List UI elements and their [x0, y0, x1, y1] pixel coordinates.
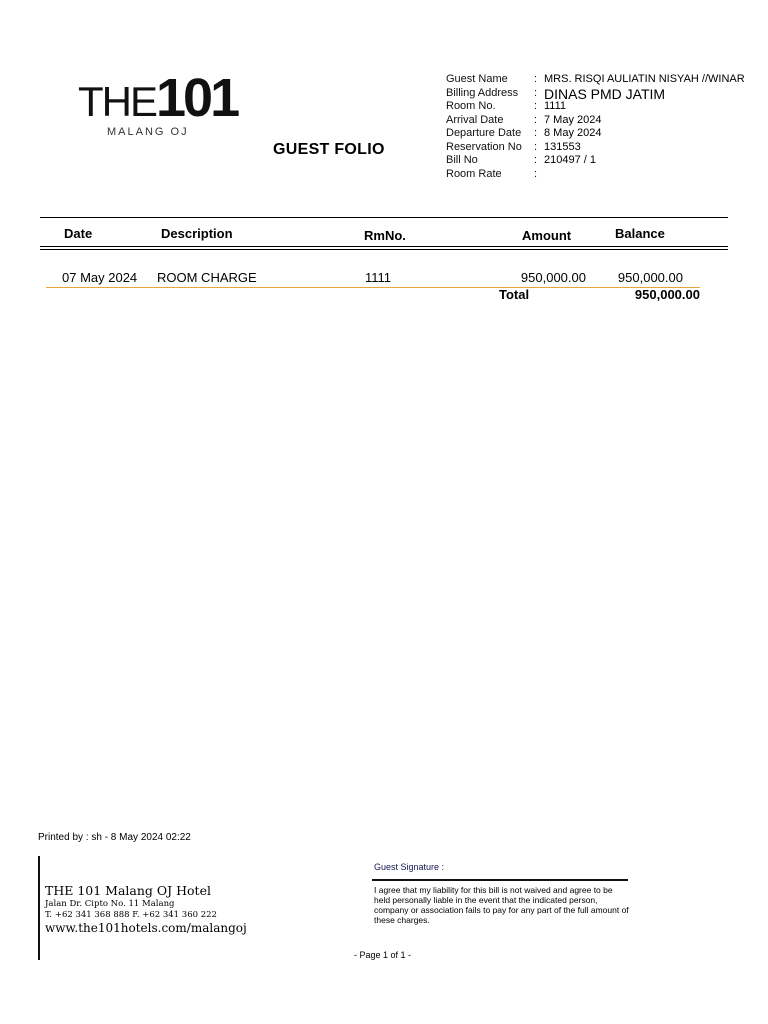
room-rate-value — [544, 168, 764, 182]
guest-name-row — [446, 73, 764, 87]
hotel-phone: T. +62 341 368 888 F. +62 341 360 222 — [45, 910, 217, 920]
info-label: Room No. — [446, 100, 496, 112]
departure-date-row — [446, 127, 764, 141]
header-description: Description — [161, 226, 233, 241]
info-label: Bill No — [446, 154, 478, 166]
table-top-rule — [40, 217, 728, 218]
info-label: Departure Date — [446, 127, 522, 139]
room-no-row — [446, 100, 764, 114]
guest-name-value: MRS. RISQI AULIATIN NISYAH //WINAR — [544, 73, 745, 85]
info-separator: : — [534, 86, 538, 99]
info-separator: : — [534, 167, 538, 180]
guest-info — [446, 73, 764, 181]
info-label: Reservation No — [446, 140, 522, 153]
table-header-rule-double — [40, 249, 728, 250]
info-label: Billing Address — [446, 86, 519, 99]
total-value: 950,000.00 — [634, 287, 700, 302]
footer-divider — [38, 856, 40, 960]
info-label: Room Rate — [446, 167, 502, 180]
room-no-value: 1111 — [544, 100, 567, 112]
header-amount: Amount — [522, 228, 572, 243]
hotel-address: Jalan Dr. Cipto No. 11 Malang — [45, 899, 175, 909]
info-separator: : — [534, 73, 538, 85]
row-date: 07 May 2024 — [62, 270, 138, 285]
bill-no-value: 210497 / 1 — [544, 154, 596, 166]
info-separator: : — [534, 154, 538, 166]
header-room: RmNo. — [364, 228, 406, 243]
row-description: ROOM CHARGE — [157, 270, 257, 285]
info-separator: : — [534, 100, 538, 112]
header-date: Date — [64, 226, 93, 241]
page-number: - Page 1 of 1 - — [354, 950, 412, 960]
row-balance: 950,000.00 — [617, 270, 683, 285]
header-balance: Balance — [615, 226, 665, 241]
liability-disclaimer: I agree that my liability for this bill is not waived and agree to be held personally liable in the event that the indicated person, company or association fails to pay for any part of the full amount of these charges. — [374, 885, 629, 925]
info-separator: : — [534, 113, 538, 126]
signature-line — [372, 879, 628, 881]
info-label: Guest Name — [446, 73, 508, 85]
row-room: 1111 — [365, 270, 392, 285]
reservation-no-value: 131553 — [544, 140, 581, 153]
printed-by: Printed by : sh - 8 May 2024 02:22 — [38, 832, 191, 843]
hotel-logo — [78, 70, 237, 130]
logo-subtitle: MALANG OJ — [107, 126, 189, 138]
billing-address-value: DINAS PMD JATIM — [544, 86, 666, 100]
departure-date-value: 8 May 2024 — [544, 127, 602, 139]
hotel-website: www.the101hotels.com/malangoj — [45, 921, 247, 935]
logo-number: 101 — [156, 68, 238, 128]
hotel-contact — [45, 899, 217, 921]
arrival-date-row — [446, 114, 764, 128]
logo-the: THE — [78, 78, 156, 125]
info-separator: : — [534, 127, 538, 139]
arrival-date-value: 7 May 2024 — [544, 113, 602, 126]
total-label: Total — [499, 287, 530, 302]
reservation-no-row — [446, 141, 764, 155]
page-title: GUEST FOLIO — [273, 141, 385, 158]
bill-no-row — [446, 154, 764, 168]
billing-address-row — [446, 87, 764, 101]
info-label: Arrival Date — [446, 113, 504, 126]
room-rate-row — [446, 168, 764, 182]
signature-label: Guest Signature : — [374, 862, 445, 872]
hotel-name: THE 101 Malang OJ Hotel — [45, 883, 211, 898]
info-separator: : — [534, 140, 538, 153]
table-header-rule — [40, 246, 728, 247]
row-amount: 950,000.00 — [520, 270, 586, 285]
